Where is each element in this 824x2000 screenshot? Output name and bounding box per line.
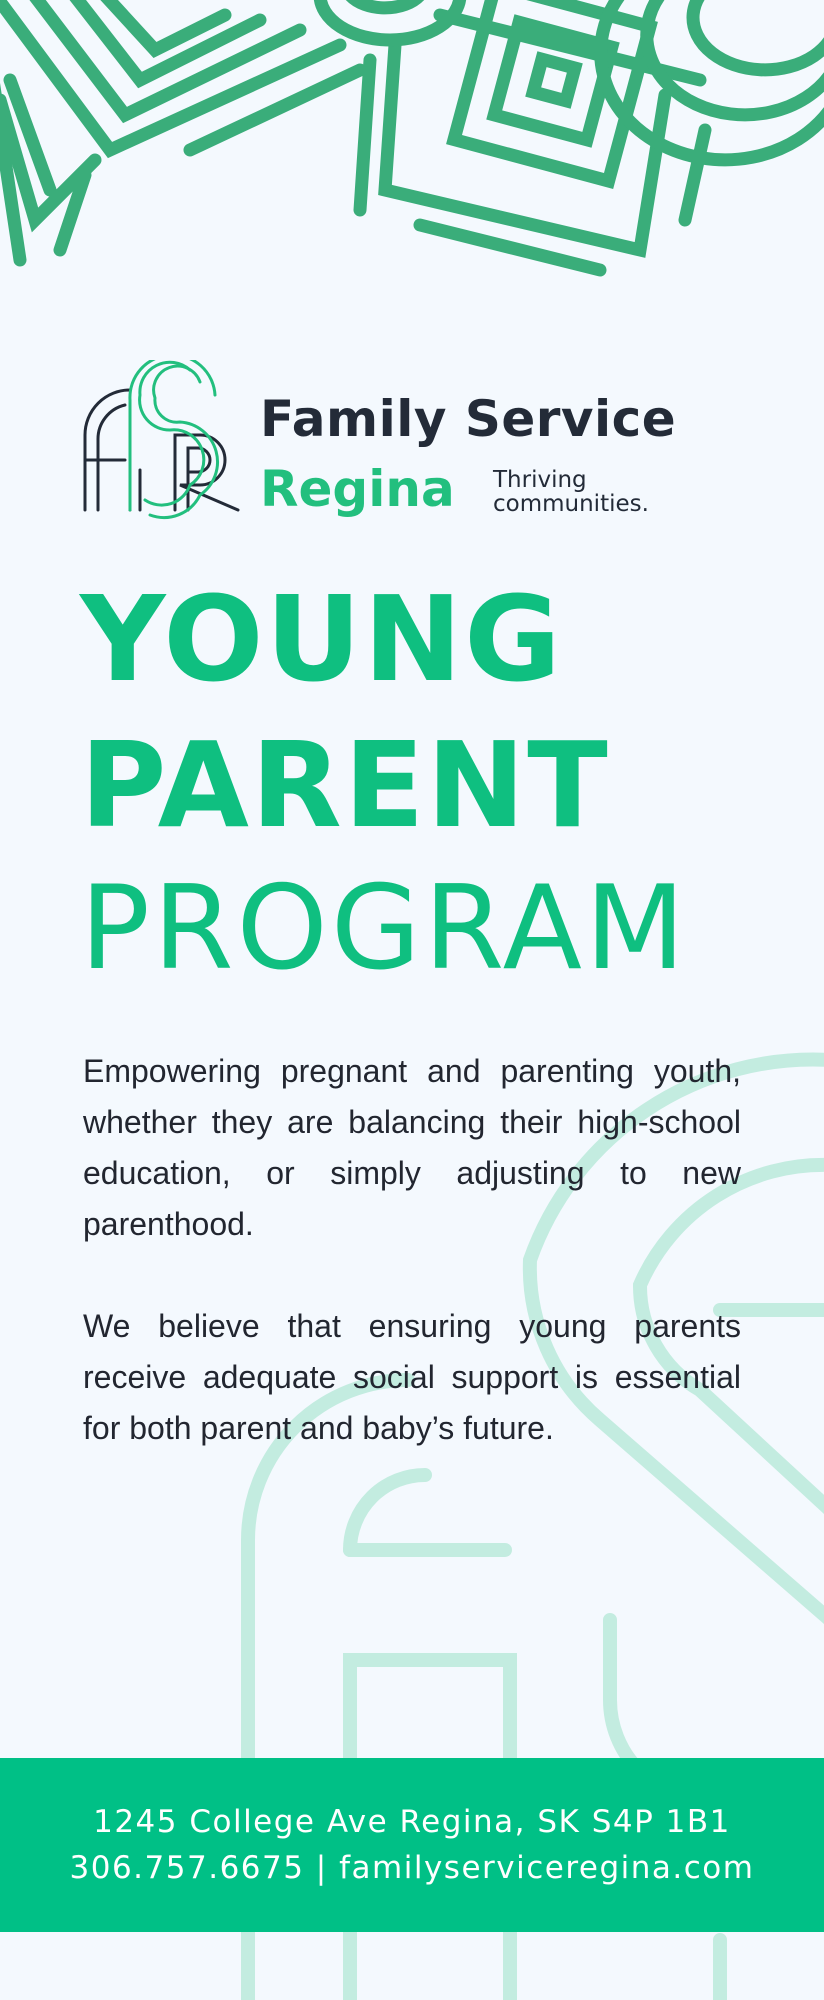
title-line-3: PROGRAM [80,861,689,996]
decorative-pattern-icon [0,0,824,320]
brand-logo [80,360,740,540]
paragraph-belief: We believe that ensuring young parents receive adequate social support is essential for both parent and baby’s future. [83,1308,741,1446]
brand-city: Regina [260,460,455,518]
title-line-1: YOUNG [80,570,563,708]
brand-name: Family Service [260,390,677,448]
contact-text: 306.757.6675 | familyserviceregina.com [69,1850,755,1886]
brand-tagline: Thriving communities. [493,467,649,517]
address-text: 1245 College Ave Regina, SK S4P 1B1 [93,1804,731,1840]
contact-footer [0,1758,824,1932]
program-description [83,1046,741,1505]
paragraph-empowering: Empowering pregnant and parenting youth, whether they are balancing their high-school education, or simply adjusting to new parenthood. [83,1053,741,1242]
program-title [80,566,688,1000]
fsr-logo-mark-icon [80,360,240,530]
title-line-2: PARENT [80,716,610,854]
